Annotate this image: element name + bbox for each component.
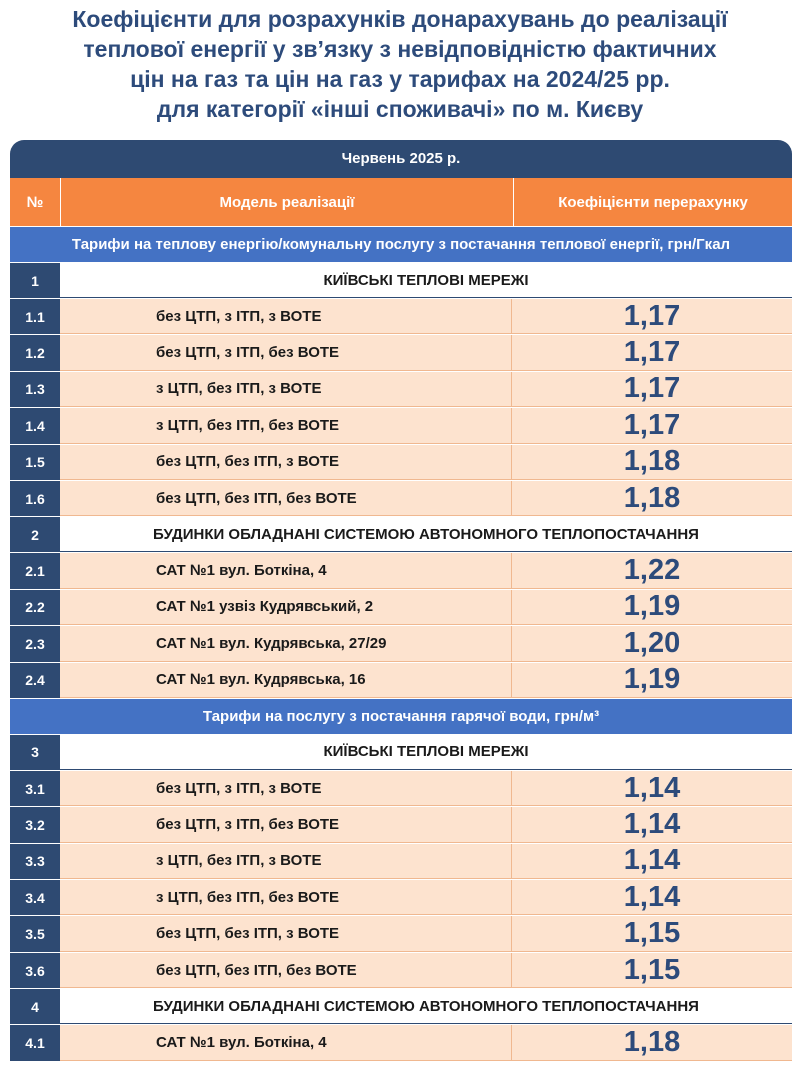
- coefficient-value: 1,14: [512, 844, 792, 879]
- table-row: [10, 916, 792, 952]
- model-name: з ЦТП, без ІТП, з ВОТЕ: [60, 844, 512, 879]
- table-row: [10, 663, 792, 699]
- table-row: [10, 807, 792, 843]
- coefficient-value: 1,18: [512, 481, 792, 516]
- row-number: 3.6: [10, 953, 60, 988]
- row-number: 1.4: [10, 408, 60, 443]
- model-name: без ЦТП, без ІТП, з ВОТЕ: [60, 916, 512, 951]
- coefficient-value: 1,18: [512, 1025, 792, 1060]
- model-name: без ЦТП, з ІТП, з ВОТЕ: [60, 299, 512, 334]
- coefficient-value: 1,14: [512, 771, 792, 806]
- column-header-model: Модель реалізації: [61, 178, 514, 226]
- table-row: [10, 299, 792, 335]
- table-row: [10, 372, 792, 408]
- row-number: 3.5: [10, 916, 60, 951]
- row-number: 3.1: [10, 771, 60, 806]
- coefficients-table: [10, 140, 792, 1062]
- title-line: цін на газ та цін на газ у тарифах на 2024/25 рр.: [130, 66, 670, 92]
- model-name: САТ №1 вул. Боткіна, 4: [60, 553, 512, 588]
- column-header-number: №: [10, 178, 61, 226]
- table-row: [10, 953, 792, 989]
- title-line: теплової енергії у зв’язку з невідповідністю фактичних: [83, 36, 717, 62]
- coefficient-value: 1,20: [512, 626, 792, 661]
- row-number: 3.4: [10, 880, 60, 915]
- row-number: 1.3: [10, 372, 60, 407]
- table-row: [10, 481, 792, 517]
- section-header: Тарифи на теплову енергію/комунальну послугу з постачання теплової енергії, грн/Гкал: [10, 227, 792, 263]
- coefficient-value: 1,17: [512, 299, 792, 334]
- table-row: [10, 445, 792, 481]
- row-number: 1.5: [10, 445, 60, 480]
- model-name: без ЦТП, без ІТП, без ВОТЕ: [60, 481, 512, 516]
- table-row: [10, 771, 792, 807]
- model-name: без ЦТП, без ІТП, з ВОТЕ: [60, 445, 512, 480]
- table-row: [10, 880, 792, 916]
- column-header-coefficient: Коефіцієнти перерахунку: [558, 193, 748, 211]
- group-row: [10, 989, 792, 1025]
- model-name: САТ №1 вул. Кудрявська, 27/29: [60, 626, 512, 661]
- coefficient-value: 1,22: [512, 553, 792, 588]
- table-row: [10, 408, 792, 444]
- group-row: [10, 517, 792, 553]
- model-name: без ЦТП, з ІТП, без ВОТЕ: [60, 335, 512, 370]
- coefficient-value: 1,19: [512, 663, 792, 698]
- group-name: БУДИНКИ ОБЛАДНАНІ СИСТЕМОЮ АВТОНОМНОГО ТЕПЛОПОСТАЧАННЯ: [60, 989, 792, 1024]
- row-number: 1.6: [10, 481, 60, 516]
- group-name: КИЇВСЬКІ ТЕПЛОВІ МЕРЕЖІ: [60, 735, 792, 770]
- row-number: 1.1: [10, 299, 60, 334]
- row-number: 2.1: [10, 553, 60, 588]
- group-number: 3: [10, 735, 60, 770]
- column-header-row: [10, 178, 792, 227]
- coefficient-value: 1,14: [512, 880, 792, 915]
- group-number: 4: [10, 989, 60, 1024]
- title-line: для категорії «інші споживачі» по м. Києву: [156, 96, 644, 122]
- row-number: 3.3: [10, 844, 60, 879]
- model-name: без ЦТП, з ІТП, без ВОТЕ: [60, 807, 512, 842]
- coefficient-value: 1,18: [512, 445, 792, 480]
- model-name: з ЦТП, без ІТП, без ВОТЕ: [60, 880, 512, 915]
- model-name: без ЦТП, без ІТП, без ВОТЕ: [60, 953, 512, 988]
- model-name: САТ №1 вул. Боткіна, 4: [60, 1025, 512, 1060]
- table-row: [10, 553, 792, 589]
- table-row: [10, 1025, 792, 1061]
- group-number: 1: [10, 263, 60, 298]
- coefficient-value: 1,15: [512, 953, 792, 988]
- table-row: [10, 844, 792, 880]
- coefficient-value: 1,17: [512, 408, 792, 443]
- group-name: КИЇВСЬКІ ТЕПЛОВІ МЕРЕЖІ: [60, 263, 792, 298]
- row-number: 3.2: [10, 807, 60, 842]
- coefficient-value: 1,17: [512, 335, 792, 370]
- row-number: 2.2: [10, 590, 60, 625]
- coefficient-value: 1,17: [512, 372, 792, 407]
- section-header: Тарифи на послугу з постачання гарячої води, грн/м³: [10, 699, 792, 735]
- row-number: 4.1: [10, 1025, 60, 1060]
- period-header: Червень 2025 р.: [10, 140, 792, 178]
- model-name: САТ №1 узвіз Кудрявський, 2: [60, 590, 512, 625]
- model-name: САТ №1 вул. Кудрявська, 16: [60, 663, 512, 698]
- group-row: [10, 735, 792, 771]
- row-number: 2.3: [10, 626, 60, 661]
- group-name: БУДИНКИ ОБЛАДНАНІ СИСТЕМОЮ АВТОНОМНОГО ТЕПЛОПОСТАЧАННЯ: [60, 517, 792, 552]
- model-name: з ЦТП, без ІТП, з ВОТЕ: [60, 372, 512, 407]
- group-number: 2: [10, 517, 60, 552]
- model-name: з ЦТП, без ІТП, без ВОТЕ: [60, 408, 512, 443]
- coefficient-value: 1,14: [512, 807, 792, 842]
- coefficient-value: 1,15: [512, 916, 792, 951]
- table-row: [10, 590, 792, 626]
- table-row: [10, 335, 792, 371]
- model-name: без ЦТП, з ІТП, з ВОТЕ: [60, 771, 512, 806]
- row-number: 2.4: [10, 663, 60, 698]
- table-row: [10, 626, 792, 662]
- row-number: 1.2: [10, 335, 60, 370]
- title-line: Коефіцієнти для розрахунків донарахувань до реалізації: [72, 6, 728, 32]
- page-title: [0, 0, 800, 134]
- group-row: [10, 263, 792, 299]
- coefficient-value: 1,19: [512, 590, 792, 625]
